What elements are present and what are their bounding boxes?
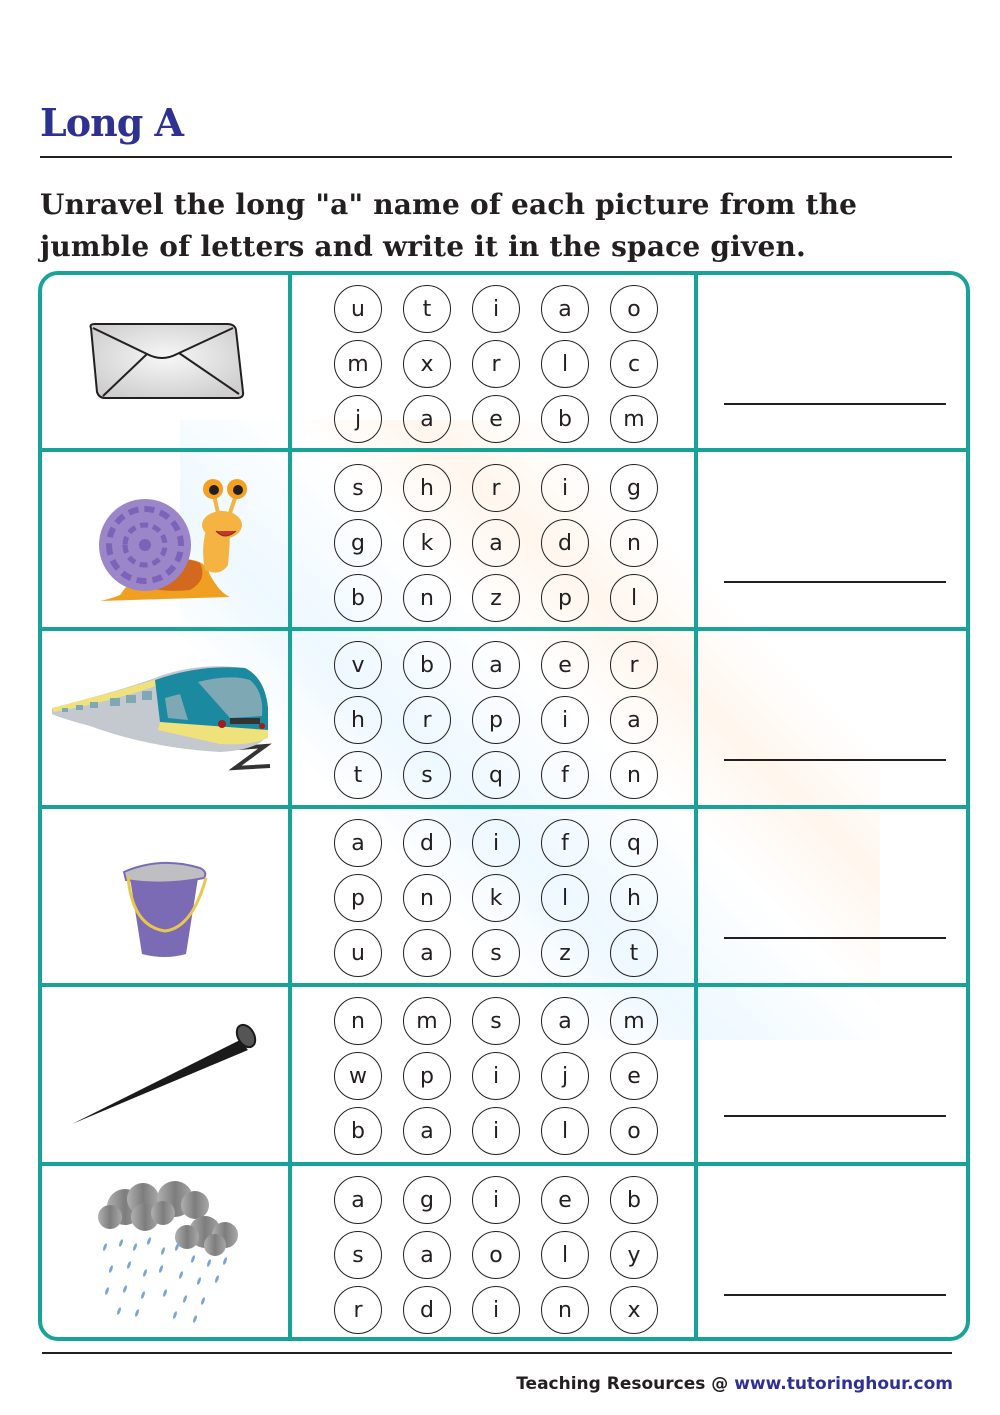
letter-circle[interactable]: x <box>403 340 451 388</box>
letter-circle[interactable]: p <box>334 874 382 922</box>
letter-circle[interactable]: m <box>610 997 658 1045</box>
letter-circle[interactable]: g <box>610 464 658 512</box>
letter-circle[interactable]: b <box>403 641 451 689</box>
letter-circle[interactable]: i <box>472 1107 520 1155</box>
letter-circle[interactable]: i <box>472 1176 520 1224</box>
letter-circle[interactable]: p <box>403 1052 451 1100</box>
letter-circle[interactable]: b <box>334 1107 382 1155</box>
letter-circle[interactable]: i <box>472 1286 520 1334</box>
answer-line <box>724 581 946 583</box>
puzzle-row-4 <box>42 809 966 983</box>
letter-circle[interactable]: q <box>472 751 520 799</box>
answer-field[interactable] <box>698 275 966 448</box>
letter-grid <box>292 452 694 627</box>
letter-circle[interactable]: a <box>403 395 451 443</box>
letter-grid <box>292 987 694 1162</box>
letter-circle[interactable]: b <box>334 574 382 622</box>
letter-circle[interactable]: r <box>610 641 658 689</box>
letter-circle[interactable]: d <box>541 519 589 567</box>
answer-line <box>724 937 946 939</box>
letter-circle[interactable]: l <box>541 1231 589 1279</box>
letter-circle[interactable]: m <box>610 395 658 443</box>
puzzle-row-6 <box>42 1166 966 1337</box>
answer-field[interactable] <box>698 631 966 805</box>
letter-circle[interactable]: s <box>472 997 520 1045</box>
footer <box>516 1374 953 1394</box>
letter-circle[interactable]: a <box>334 1176 382 1224</box>
picture-cell <box>42 631 288 805</box>
letter-circle[interactable]: k <box>472 874 520 922</box>
letter-circle[interactable]: g <box>334 519 382 567</box>
letter-circle[interactable]: a <box>472 641 520 689</box>
letter-circle[interactable]: o <box>472 1231 520 1279</box>
letter-circle[interactable]: e <box>610 1052 658 1100</box>
letter-circle[interactable]: e <box>541 1176 589 1224</box>
letter-grid <box>292 809 694 983</box>
letter-circle[interactable]: h <box>403 464 451 512</box>
title-divider <box>40 156 952 158</box>
letter-circle[interactable]: e <box>472 395 520 443</box>
letter-circle[interactable]: c <box>610 340 658 388</box>
letter-circle[interactable]: t <box>334 751 382 799</box>
puzzle-row-5 <box>42 987 966 1162</box>
answer-line <box>724 1115 946 1117</box>
letter-circle[interactable]: a <box>541 285 589 333</box>
letter-circle[interactable]: j <box>334 395 382 443</box>
answer-line <box>724 403 946 405</box>
picture-cell <box>42 275 288 448</box>
picture-cell <box>42 1166 288 1337</box>
answer-line <box>724 759 946 761</box>
letter-circle[interactable]: k <box>403 519 451 567</box>
letter-circle[interactable]: l <box>541 1107 589 1155</box>
page-title: Long A <box>40 100 183 145</box>
letter-circle[interactable]: r <box>334 1286 382 1334</box>
letter-circle[interactable]: e <box>541 641 589 689</box>
letter-circle[interactable]: p <box>472 696 520 744</box>
puzzle-row-3 <box>42 631 966 805</box>
letter-circle[interactable]: l <box>541 340 589 388</box>
letter-circle[interactable]: a <box>610 696 658 744</box>
picture-cell <box>42 987 288 1162</box>
pail-icon <box>120 856 210 966</box>
answer-field[interactable] <box>698 452 966 627</box>
letter-circle[interactable]: b <box>541 395 589 443</box>
instructions-line-1: Unravel the long "a" name of each picture from the <box>40 188 858 221</box>
letter-circle[interactable]: j <box>541 1052 589 1100</box>
answer-field[interactable] <box>698 1166 966 1337</box>
letter-circle[interactable]: r <box>403 696 451 744</box>
footer-prefix: Teaching Resources @ <box>516 1374 735 1394</box>
letter-circle[interactable]: p <box>541 574 589 622</box>
letter-circle[interactable]: u <box>334 285 382 333</box>
letter-circle[interactable]: s <box>334 464 382 512</box>
letter-circle[interactable]: h <box>610 874 658 922</box>
instructions <box>40 184 960 268</box>
letter-circle[interactable]: a <box>403 1107 451 1155</box>
letter-grid <box>292 275 694 448</box>
footer-link[interactable]: www.tutoringhour.com <box>734 1374 953 1394</box>
letter-circle[interactable]: x <box>610 1286 658 1334</box>
letter-circle[interactable]: a <box>334 819 382 867</box>
letter-circle[interactable]: a <box>541 997 589 1045</box>
letter-circle[interactable]: i <box>472 285 520 333</box>
letter-circle[interactable]: s <box>334 1231 382 1279</box>
letter-circle[interactable]: s <box>403 751 451 799</box>
puzzle-row-2 <box>42 452 966 627</box>
letter-circle[interactable]: i <box>541 464 589 512</box>
letter-circle[interactable]: v <box>334 641 382 689</box>
letter-circle[interactable]: q <box>610 819 658 867</box>
picture-cell <box>42 452 288 627</box>
letter-circle[interactable]: a <box>403 929 451 977</box>
letter-circle[interactable]: d <box>403 1286 451 1334</box>
letter-circle[interactable]: r <box>472 340 520 388</box>
letter-circle[interactable]: n <box>610 751 658 799</box>
letter-circle[interactable]: n <box>334 997 382 1045</box>
footer-divider <box>42 1352 952 1354</box>
letter-grid <box>292 631 694 805</box>
letter-circle[interactable]: z <box>541 929 589 977</box>
letter-circle[interactable]: n <box>403 874 451 922</box>
letter-circle[interactable]: m <box>334 340 382 388</box>
letter-circle[interactable]: n <box>541 1286 589 1334</box>
letter-circle[interactable]: f <box>541 751 589 799</box>
rain-cloud-icon <box>85 1177 245 1327</box>
letter-circle[interactable]: r <box>472 464 520 512</box>
letter-circle[interactable]: s <box>472 929 520 977</box>
nail-icon <box>70 1020 260 1130</box>
letter-circle[interactable]: y <box>610 1231 658 1279</box>
answer-field[interactable] <box>698 809 966 983</box>
letter-circle[interactable]: d <box>403 819 451 867</box>
picture-cell <box>42 809 288 983</box>
letter-grid <box>292 1166 694 1337</box>
letter-circle[interactable]: o <box>610 1107 658 1155</box>
instructions-line-2: jumble of letters and write it in the space given. <box>40 230 806 263</box>
envelope-icon <box>85 322 245 402</box>
snail-icon <box>80 465 250 615</box>
letter-circle[interactable]: t <box>403 285 451 333</box>
letter-circle[interactable]: f <box>541 819 589 867</box>
letter-circle[interactable]: n <box>403 574 451 622</box>
letter-circle[interactable]: u <box>334 929 382 977</box>
letter-circle[interactable]: l <box>610 574 658 622</box>
letter-circle[interactable]: l <box>541 874 589 922</box>
worksheet-grid <box>38 271 970 1341</box>
letter-circle[interactable]: w <box>334 1052 382 1100</box>
letter-circle[interactable]: a <box>403 1231 451 1279</box>
answer-field[interactable] <box>698 987 966 1162</box>
letter-circle[interactable]: a <box>472 519 520 567</box>
letter-circle[interactable]: i <box>472 1052 520 1100</box>
train-icon <box>50 658 280 778</box>
letter-circle[interactable]: z <box>472 574 520 622</box>
letter-circle[interactable]: t <box>610 929 658 977</box>
letter-circle[interactable]: g <box>403 1176 451 1224</box>
letter-circle[interactable]: b <box>610 1176 658 1224</box>
letter-circle[interactable]: n <box>610 519 658 567</box>
letter-circle[interactable]: i <box>541 696 589 744</box>
letter-circle[interactable]: m <box>403 997 451 1045</box>
letter-circle[interactable]: i <box>472 819 520 867</box>
puzzle-row-1 <box>42 275 966 448</box>
letter-circle[interactable]: o <box>610 285 658 333</box>
letter-circle[interactable]: h <box>334 696 382 744</box>
answer-line <box>724 1294 946 1296</box>
